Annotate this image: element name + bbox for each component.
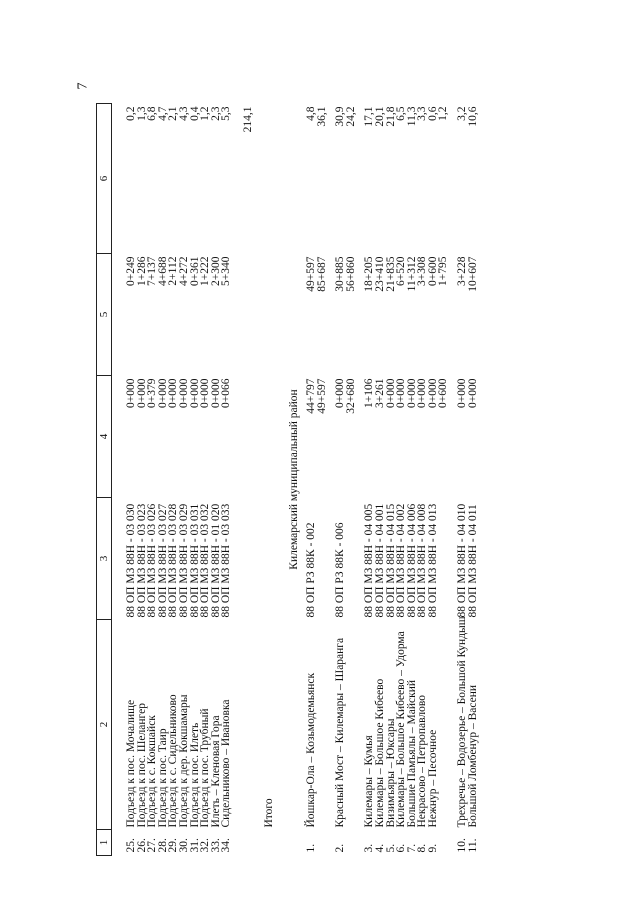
end-km: 0+361 — [188, 256, 201, 286]
table-row — [375, 104, 386, 856]
length-km: 4,3 — [177, 106, 190, 121]
start-km: 0+000 — [405, 378, 418, 408]
spacer — [438, 498, 449, 620]
road-name: Трехречье – Водозерье – Большой Кундыш — [456, 616, 469, 828]
road-code: 88 ОП МЗ 88Н - 03 023 — [135, 503, 148, 618]
road-code: 88 ОП МЗ 88Н - 04 006 — [405, 503, 418, 618]
table-row — [179, 104, 190, 856]
length-km-a: 4,8 — [304, 106, 317, 121]
length-km: 11,3 — [405, 106, 418, 127]
road-code: 88 ОП РЗ 88К - 002 — [304, 522, 317, 618]
road-name: Подъезд к пос. Мочалище — [125, 699, 137, 828]
road-code: 88 ОП МЗ 88Н - 04 010 — [456, 503, 469, 618]
start-km: 0+379 — [146, 378, 159, 408]
row-number: 9. — [426, 843, 439, 853]
end-km-b: 85+687 — [315, 256, 328, 292]
spacer — [264, 104, 276, 620]
row-number: 5. — [384, 843, 397, 853]
road-name: Килемары – Большое Кибеево — [373, 678, 386, 828]
road-code: 88 ОП МЗ 88Н - 04 011 — [466, 504, 479, 618]
end-km: 2+300 — [209, 256, 222, 286]
length-km — [306, 104, 327, 254]
road-code: 88 ОП МЗ 88Н - 03 032 — [199, 503, 212, 618]
length-km: 10,6 — [466, 106, 479, 127]
start-km-b: 49+597 — [315, 378, 328, 414]
road-code: 88 ОП МЗ 88Н - 04 001 — [373, 503, 386, 618]
road-name: Килемары – Большое Кибеево – Удорма — [395, 631, 408, 828]
length-km: 3,2 — [456, 106, 469, 121]
row-number: 7. — [405, 843, 418, 853]
start-km — [335, 376, 356, 498]
end-km-a: 30+885 — [334, 256, 347, 292]
length-km: 20,1 — [373, 106, 386, 127]
column-header: 1 — [97, 830, 112, 856]
road-name: Подъезд к дер. Кокшамары — [177, 694, 190, 828]
section-title: Килемарский муниципальный район — [288, 389, 301, 570]
road-name: Подъезд к пос. Трубный — [199, 708, 212, 828]
end-km: 1+222 — [199, 256, 212, 286]
column-header: 6 — [97, 104, 112, 254]
road-code: 88 ОП МЗ 88Н - 03 030 — [125, 503, 137, 618]
length-km: 4,7 — [156, 106, 169, 121]
row-number: 2. — [334, 843, 347, 853]
end-km-a: 49+597 — [304, 256, 317, 292]
length-km: 3,3 — [416, 106, 429, 121]
row-number: 34. — [220, 838, 233, 853]
start-km: 0+000 — [125, 378, 137, 408]
road-name: Йошкар-Ола – Козьмодемьянск — [304, 672, 317, 828]
end-km: 23+410 — [373, 256, 386, 292]
road-name: Подъезд к с. Сидельниково — [167, 694, 180, 828]
row-number: 30. — [177, 838, 190, 853]
rotated-table-container — [96, 104, 636, 856]
length-km: 17,1 — [363, 106, 376, 127]
start-km: 0+000 — [426, 378, 439, 408]
end-km: 4+272 — [177, 256, 190, 286]
spacer — [264, 830, 276, 856]
road-name: Подъезд к пос. Шелангер — [135, 703, 148, 828]
start-km: 0+000 — [384, 378, 397, 408]
end-km: 5+340 — [220, 256, 233, 286]
spacer — [112, 104, 127, 856]
road-name: Подъезд к пос. Таир — [156, 728, 169, 828]
end-km: 0+600 — [426, 256, 439, 286]
column-header: 4 — [97, 376, 112, 498]
road-name: Визимъяры – Юксары — [384, 718, 397, 828]
length-km: 6,5 — [395, 106, 408, 121]
road-name: Большие Памъялы – Майский — [405, 679, 418, 828]
road-code: 88 ОП МЗ 88Н - 01 020 — [209, 503, 222, 618]
length-km: 1,2 — [199, 106, 212, 121]
road-code: 88 ОП МЗ 88Н - 03 026 — [146, 503, 159, 618]
road-name: Нежнур – Песочное — [426, 729, 439, 828]
end-km: 0+249 — [125, 256, 137, 286]
start-km: 0+000 — [156, 378, 169, 408]
start-km: 0+000 — [199, 378, 212, 408]
length-km: 6,8 — [146, 106, 159, 121]
end-km — [335, 254, 356, 376]
length-km: 21,8 — [384, 106, 397, 127]
length-km: 0,2 — [125, 106, 137, 121]
road-code: 88 ОП РЗ 88К - 006 — [334, 522, 347, 618]
column-header: 2 — [97, 620, 112, 830]
road-name: Сидельниково – Ивановка — [220, 699, 233, 828]
start-km-a: 44+797 — [304, 378, 317, 414]
row-number: 25. — [125, 838, 137, 853]
table-row — [221, 104, 232, 856]
start-km: 0+000 — [177, 378, 190, 408]
road-name: Красный Мост – Килемары – Шаранга — [334, 637, 347, 828]
start-km: 3+261 — [373, 378, 386, 408]
row-number: 27. — [146, 838, 159, 853]
table-row — [428, 104, 439, 856]
row-number: 31. — [188, 838, 201, 853]
column-header: 3 — [97, 498, 112, 620]
road-code: 88 ОП МЗ 88Н - 04 002 — [395, 503, 408, 618]
row-number: 32. — [199, 838, 212, 853]
end-km: 18+205 — [363, 256, 376, 292]
end-km — [306, 254, 327, 376]
road-code: 88 ОП МЗ 88Н - 03 027 — [156, 503, 169, 618]
end-km: 1+286 — [135, 256, 148, 286]
road-code: 88 ОП МЗ 88Н - 04 015 — [384, 503, 397, 618]
spacer — [232, 254, 264, 856]
row-number: 11. — [466, 838, 479, 853]
length-km — [335, 104, 356, 254]
start-km: 1+106 — [363, 378, 376, 408]
row-number: 10. — [456, 838, 469, 853]
table-header — [97, 104, 112, 856]
row-number: 28. — [156, 838, 169, 853]
total-value-row — [232, 104, 264, 856]
start-km: 0+000 — [395, 378, 408, 408]
table-row — [306, 104, 327, 856]
spacer — [438, 830, 449, 856]
total-row — [264, 104, 276, 856]
start-km: 0+000 — [167, 378, 180, 408]
road-code: 88 ОП МЗ 88Н - 04 013 — [426, 503, 439, 618]
road-code: 88 ОП МЗ 88Н - 04 008 — [416, 503, 429, 618]
row-number: 33. — [209, 838, 222, 853]
road-name: Некрасово – Петропавлово — [416, 694, 429, 828]
road-name: Подъезд к пос. Илеть — [188, 722, 201, 828]
start-km: 0+000 — [135, 378, 148, 408]
end-km: 7+137 — [146, 256, 159, 286]
section-row — [276, 104, 306, 856]
road-code: 88 ОП МЗ 88Н - 03 031 — [188, 503, 201, 618]
start-km: 0+000 — [456, 378, 469, 408]
length-km: 2,1 — [167, 106, 180, 121]
end-km: 10+607 — [466, 256, 479, 292]
start-km: 0+000 — [466, 378, 479, 408]
row-number: 26. — [135, 838, 148, 853]
total-value: 214,1 — [241, 106, 254, 133]
table-row — [126, 104, 137, 856]
page-number: 7 — [75, 82, 91, 90]
length-km-a: 30,9 — [334, 106, 347, 127]
end-km: 6+520 — [395, 256, 408, 286]
length-km: 1,2 — [437, 106, 450, 121]
row-number: 29. — [167, 838, 180, 853]
road-name: Килемары – Кумья — [363, 735, 376, 828]
start-km-a: 0+000 — [334, 378, 347, 408]
table-row — [438, 104, 449, 856]
length-km: 5,3 — [220, 106, 233, 121]
road-name: Илеть – Кленовая Гора — [209, 715, 222, 828]
start-km: 0+600 — [437, 378, 450, 408]
row-number: 8. — [416, 843, 429, 853]
road-name: Подъезд к с. Кокшайск — [146, 715, 159, 828]
spacer — [438, 620, 449, 830]
row-number: 1. — [304, 843, 317, 853]
start-km: 0+000 — [188, 378, 201, 408]
length-km-b: 36,1 — [315, 106, 328, 127]
length-km-b: 24,2 — [344, 106, 357, 127]
end-km: 11+312 — [405, 256, 418, 292]
end-km: 4+688 — [156, 256, 169, 286]
length-km: 1,3 — [135, 106, 148, 121]
road-code: 88 ОП МЗ 88Н - 04 005 — [363, 503, 376, 618]
length-km: 2,3 — [209, 106, 222, 121]
start-km: 0+000 — [416, 378, 429, 408]
row-number: 4. — [373, 843, 386, 853]
end-km-b: 56+860 — [344, 256, 357, 292]
road-code: 88 ОП МЗ 88Н - 03 029 — [177, 503, 190, 618]
roads-table — [96, 103, 478, 856]
start-km-b: 32+680 — [344, 378, 357, 414]
end-km: 2+112 — [167, 256, 180, 286]
road-code: 88 ОП МЗ 88Н - 03 028 — [167, 503, 180, 618]
length-km: 0,4 — [188, 106, 201, 121]
table-row — [468, 104, 479, 856]
start-km: 0+000 — [209, 378, 222, 408]
table-row — [335, 104, 356, 856]
start-km — [306, 376, 327, 498]
column-header: 5 — [97, 254, 112, 376]
end-km: 1+795 — [437, 256, 450, 286]
length-km: 0,6 — [426, 106, 439, 121]
end-km: 3+308 — [416, 256, 429, 286]
table-body — [112, 104, 479, 856]
road-name: Большой Ломбенур – Васени — [466, 684, 479, 828]
end-km: 3+228 — [456, 256, 469, 286]
row-number: 6. — [395, 843, 408, 853]
road-code: 88 ОП МЗ 88Н - 03 033 — [220, 503, 233, 618]
start-km: 0+066 — [220, 378, 233, 408]
row-number: 3. — [363, 843, 376, 853]
end-km: 21+835 — [384, 256, 397, 292]
total-label: Итого — [262, 798, 275, 828]
